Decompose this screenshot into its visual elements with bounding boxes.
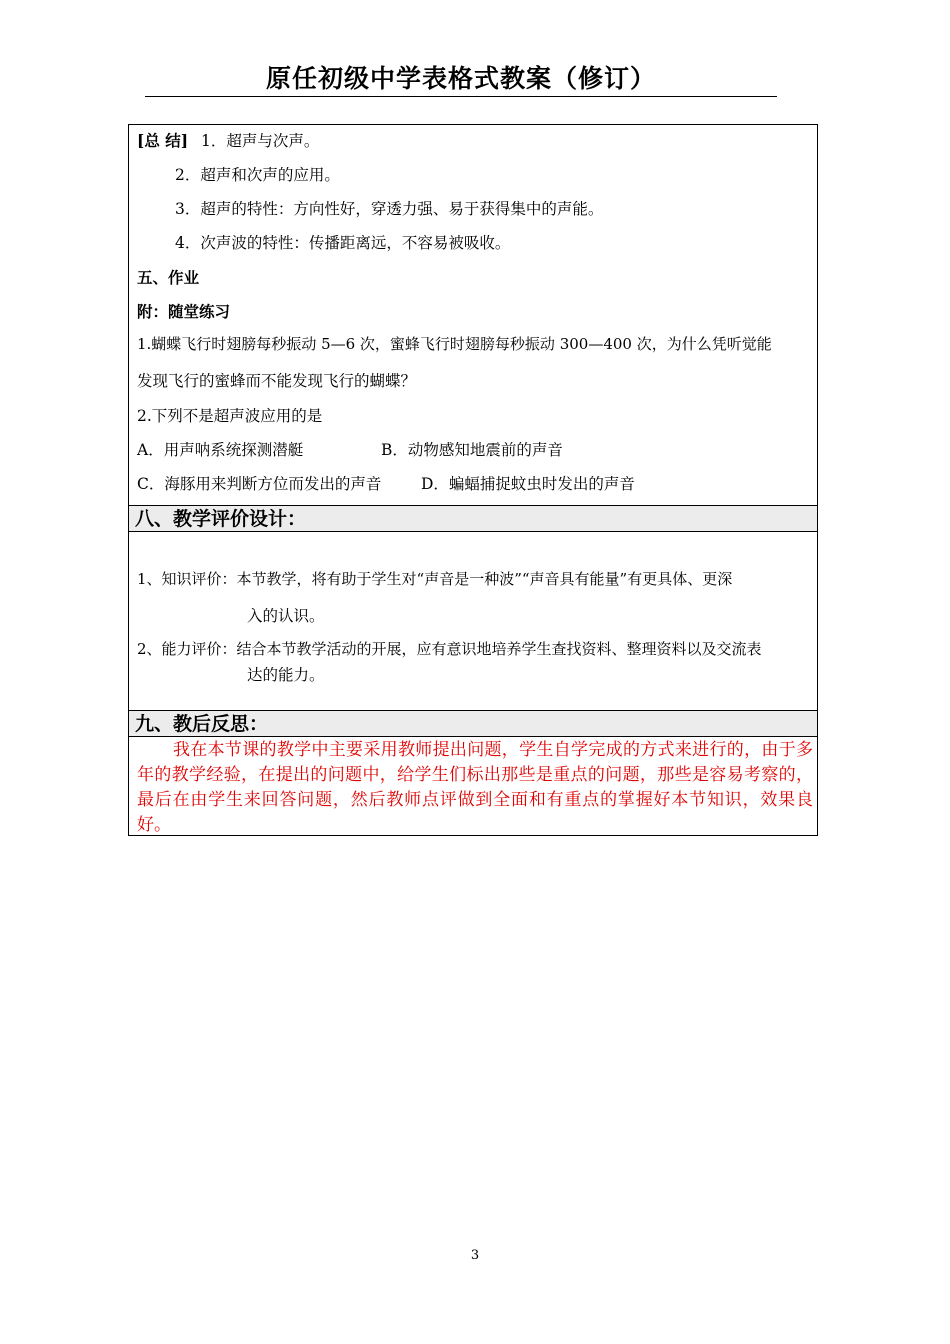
- evaluation-section: [128, 531, 818, 711]
- summary-item: 1．超声与次声。: [201, 132, 320, 150]
- summary-label: [总 结]: [137, 131, 189, 150]
- question-1-line1: 1.蝴蝶飞行时翅膀每秒振动 5—6 次，蜜蜂飞行时翅膀每秒振动 300—400 次，为什么凭听觉能: [137, 335, 772, 353]
- option-d: D．蝙蝠捕捉蚊虫时发出的声音: [421, 475, 635, 493]
- reflection-heading-row: [128, 710, 818, 737]
- homework-title: 五、作业: [137, 268, 200, 287]
- evaluation-heading: 八、教学评价设计：: [135, 508, 307, 530]
- evaluation-item-2-line1: 2、能力评价：结合本节教学活动的开展，应有意识地培养学生查找资料、整理资料以及交流表: [137, 640, 762, 658]
- reflection-text: 我在本节课的教学中主要采用教师提出问题，学生自学完成的方式来进行的，由于多年的教学经验，在提出的问题中，给学生们标出那些是重点的问题，那些是容易考察的，最后在由学生来回答问题，然后教师点评做到全面和有重点的掌握好本节知识，效果良好。: [137, 740, 813, 835]
- practice-title: 附：随堂练习: [137, 302, 231, 321]
- question-1-line2: 发现飞行的蜜蜂而不能发现飞行的蝴蝶？: [137, 372, 417, 390]
- summary-item: 2．超声和次声的应用。: [175, 166, 340, 184]
- question-2: 2.下列不是超声波应用的是: [137, 407, 323, 425]
- evaluation-item-2-line2: 达的能力。: [247, 666, 325, 684]
- option-a: A．用声呐系统探测潜艇: [137, 441, 304, 459]
- option-b: B．动物感知地震前的声音: [381, 441, 563, 459]
- reflection-heading: 九、教后反思：: [135, 713, 269, 735]
- reflection-section: [128, 736, 818, 836]
- summary-item: 4．次声波的特性：传播距离远，不容易被吸收。: [175, 234, 511, 252]
- option-c: C．海豚用来判断方位而发出的声音: [137, 475, 382, 493]
- evaluation-heading-row: [128, 505, 818, 532]
- page-title: 原任初级中学表格式教案（修订）: [145, 62, 777, 97]
- summary-section: [128, 124, 818, 506]
- page-number: 3: [470, 1248, 480, 1263]
- summary-item: 3．超声的特性：方向性好，穿透力强、易于获得集中的声能。: [175, 200, 604, 218]
- evaluation-item-1-line1: 1、知识评价：本节教学，将有助于学生对“声音是一种波”“声音具有能量”有更具体、更深: [137, 570, 733, 588]
- evaluation-item-1-line2: 入的认识。: [247, 607, 325, 625]
